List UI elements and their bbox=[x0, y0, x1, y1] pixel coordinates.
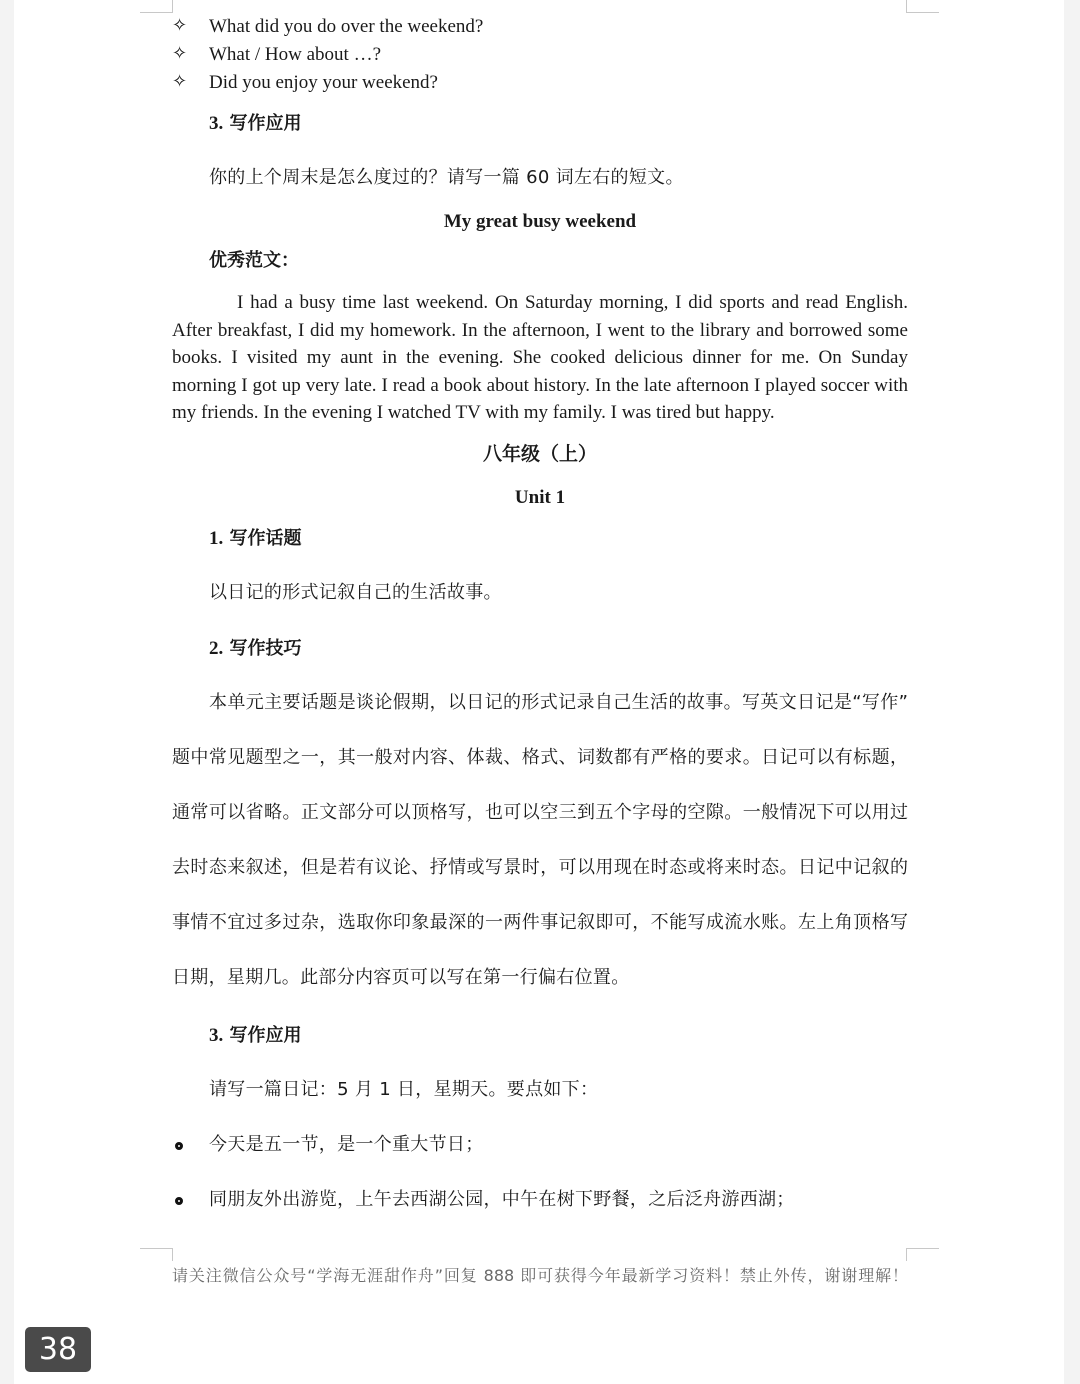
circle-bullet-icon bbox=[175, 1142, 183, 1150]
tips-line: 去时态来叙述，但是若有议论、抒情或写景时，可以用现在时态或将来时态。日记中记叙的 bbox=[172, 857, 908, 878]
section-heading bbox=[209, 114, 302, 133]
tips-line: 题中常见题型之一，其一般对内容、体裁、格式、词数都有严格的要求。日记可以有标题， bbox=[172, 747, 908, 768]
heading-number: 2. bbox=[209, 638, 224, 659]
essay-title: My great busy weekend bbox=[443, 211, 637, 232]
heading-text: 写作应用 bbox=[229, 113, 302, 134]
question-item: What / How about …? bbox=[209, 44, 382, 65]
section-heading bbox=[209, 639, 302, 658]
document-page bbox=[14, 0, 1064, 1384]
sample-label: 优秀范文： bbox=[209, 250, 299, 271]
diamond-bullet-icon: ✧ bbox=[172, 43, 188, 64]
diamond-bullet-icon: ✧ bbox=[172, 15, 188, 36]
crop-mark bbox=[906, 1248, 939, 1261]
question-item: What did you do over the weekend? bbox=[209, 16, 484, 37]
page-number-badge: 38 bbox=[25, 1327, 91, 1372]
footer-notice: 请关注微信公众号“学海无涯甜作舟”回复 888 即可获得今年最新学习资料！禁止外传，谢谢理解！ bbox=[172, 1266, 908, 1285]
grade-title: 八年级（上） bbox=[482, 443, 597, 465]
section-heading bbox=[209, 529, 302, 548]
heading-text: 写作应用 bbox=[229, 1025, 302, 1046]
task-point: 同朋友外出游览，上午去西湖公园，中午在树下野餐，之后泛舟游西湖； bbox=[209, 1189, 795, 1210]
tips-line: 事情不宜过多过杂，选取你印象最深的一两件事记叙即可，不能写成流水账。左上角顶格写 bbox=[172, 912, 908, 933]
section-heading bbox=[209, 1026, 302, 1045]
task-point: 今天是五一节，是一个重大节日； bbox=[209, 1134, 484, 1155]
topic-text: 以日记的形式记叙自己的生活故事。 bbox=[209, 582, 502, 603]
tips-line: 日期，星期几。此部分内容页可以写在第一行偏右位置。 bbox=[172, 967, 630, 988]
unit-title: Unit 1 bbox=[514, 487, 566, 508]
crop-mark bbox=[906, 0, 939, 13]
circle-bullet-icon bbox=[175, 1197, 183, 1205]
sample-essay: I had a busy time last weekend. On Saturday morning, I did sports and read English. After breakfast, I did my homework. In the afternoon, I went to the library and borrowed some books. I visited my aunt in the evening. She cooked delicious dinner for me. On Sunday morning I got up very late. I read a book about history. In the late afternoon I played soccer with my friends. In the evening I watched TV with my family. I was tired but happy. bbox=[172, 292, 908, 424]
task-text: 请写一篇日记：5 月 1 日，星期天。要点如下： bbox=[209, 1079, 599, 1100]
writing-prompt: 你的上个周末是怎么度过的？请写一篇 60 词左右的短文。 bbox=[209, 167, 684, 188]
crop-mark bbox=[140, 0, 173, 13]
heading-number: 1. bbox=[209, 528, 224, 549]
tips-line: 通常可以省略。正文部分可以顶格写，也可以空三到五个字母的空隙。一般情况下可以用过 bbox=[172, 802, 908, 823]
tips-line: 本单元主要话题是谈论假期，以日记的形式记录自己生活的故事。写英文日记是“写作” bbox=[209, 692, 908, 713]
question-item: Did you enjoy your weekend? bbox=[209, 72, 438, 93]
heading-text: 写作话题 bbox=[229, 528, 302, 549]
heading-text: 写作技巧 bbox=[229, 638, 302, 659]
heading-number: 3. bbox=[209, 113, 224, 134]
heading-number: 3. bbox=[209, 1025, 224, 1046]
diamond-bullet-icon: ✧ bbox=[172, 71, 188, 92]
crop-mark bbox=[140, 1248, 173, 1261]
